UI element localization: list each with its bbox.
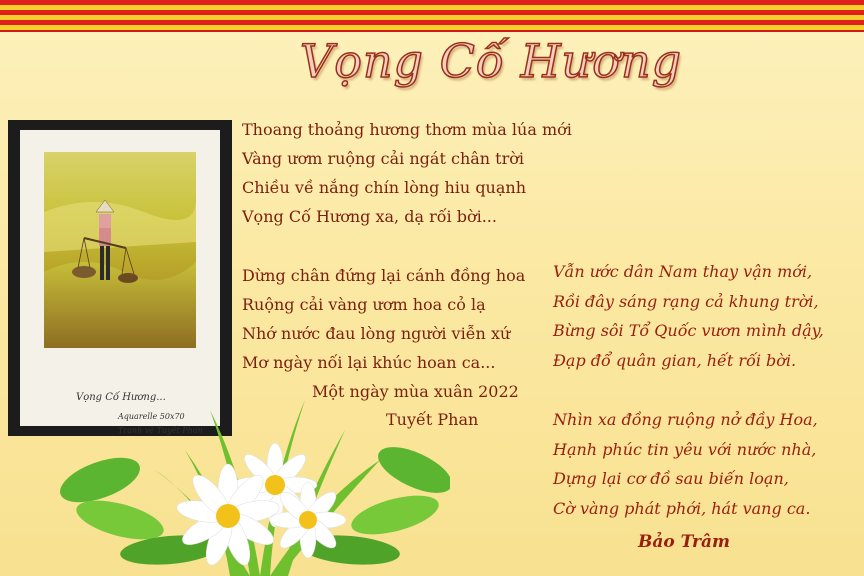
poem-line: Vọng Cố Hương xa, dạ rối bời... [242,207,497,226]
poem-left [242,116,572,378]
poem-right-author: Bảo Trâm [638,532,731,552]
poem-line: Chiều về nắng chín lòng hiu quạnh [242,178,527,197]
poem-right [553,262,863,528]
poem-line: Thoang thoảng hương thơm mùa lúa mới [242,120,572,139]
poem-line: Vẫn ước dân Nam thay vận mới, [553,262,813,281]
poem-line: Đạp đổ quân gian, hết rối bời. [553,350,797,370]
poem-line: Cờ vàng phát phới, hát vang ca. [553,498,811,518]
poem-line: Mơ ngày nối lại khúc hoan ca... [242,353,496,372]
poem-left-author: Tuyết Phan [386,410,479,429]
flag-stripes-banner [0,0,864,32]
painting-caption-title: Vọng Cố Hương... [76,392,166,403]
poem-line: Nhớ nước đau lòng người viễn xứ [242,324,511,343]
page-title: Vọng Cố Hương [300,34,683,88]
painting-mat [20,130,220,435]
painting-caption-artist: Tranh vẽ Tuyết Phan [118,426,203,435]
daisy-flowers-decoration [60,390,450,576]
poem-line: Vàng ươm ruộng cải ngát chân trời [242,149,524,168]
painting-caption-medium: Aquarelle 50x70 [118,412,185,421]
watercolor-painting [44,152,196,348]
poem-line: Hạnh phúc tin yêu với nước nhà, [553,439,817,459]
painting-illustration [44,152,196,348]
poem-line: Dừng chân đứng lại cánh đồng hoa [242,266,526,285]
poem-line: Dựng lại cơ đồ sau biến loạn, [553,469,789,488]
poem-line: Nhìn xa đồng ruộng nở đầy Hoa, [553,410,818,429]
poem-line: Ruộng cải vàng ươm hoa cỏ lạ [242,295,486,314]
poem-left-date: Một ngày mùa xuân 2022 [312,382,519,401]
daisy-flower [270,482,346,558]
poem-line: Rồi đây sáng rạng cả khung trời, [553,291,819,311]
poem-line: Bừng sôi Tổ Quốc vươn mình dậy, [553,321,824,340]
painting-frame [8,120,232,436]
